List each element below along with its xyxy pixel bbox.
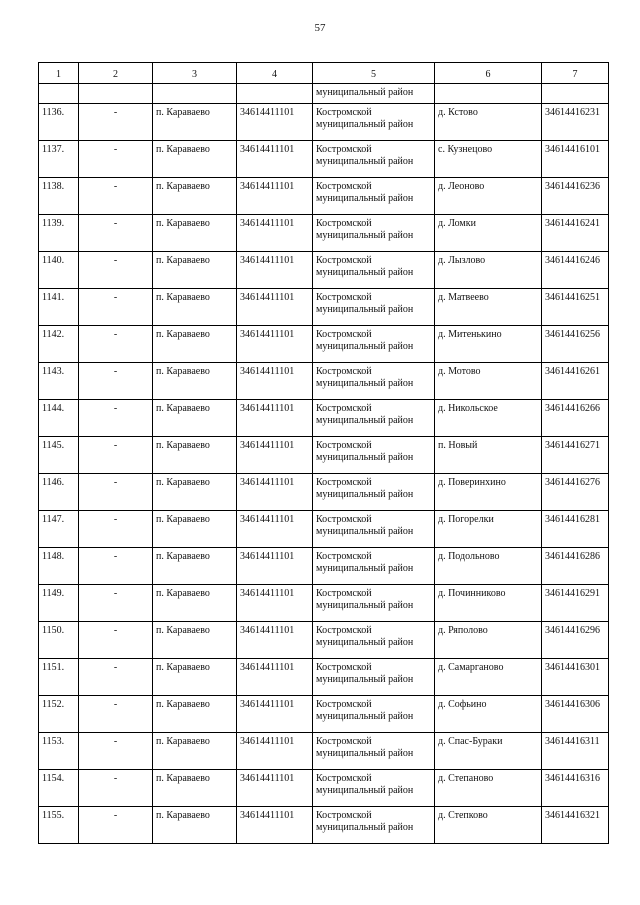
row-region-line: муниципальный район <box>316 415 414 426</box>
row-okato-code: 34614411101 <box>237 178 313 215</box>
row-okato-code: 34614411101 <box>237 252 313 289</box>
row-number: 1138. <box>39 178 79 215</box>
row-region <box>313 659 435 696</box>
row-col2: - <box>79 326 153 363</box>
row-number: 1136. <box>39 104 79 141</box>
row-code: 34614416301 <box>542 659 609 696</box>
row-okato-code: 34614411101 <box>237 474 313 511</box>
row-region <box>313 400 435 437</box>
table-row <box>39 178 609 215</box>
row-okato-code: 34614411101 <box>237 585 313 622</box>
row-number: 1155. <box>39 807 79 844</box>
cont-cell-2 <box>79 84 153 104</box>
row-number: 1140. <box>39 252 79 289</box>
table-row <box>39 141 609 178</box>
row-col2: - <box>79 696 153 733</box>
row-region-line: Костромской <box>316 699 372 710</box>
row-region-line: муниципальный район <box>316 193 414 204</box>
row-region-line: Костромской <box>316 514 372 525</box>
row-region-line: муниципальный район <box>316 748 414 759</box>
row-okato-code: 34614411101 <box>237 141 313 178</box>
row-code: 34614416261 <box>542 363 609 400</box>
row-col2: - <box>79 141 153 178</box>
row-region-line: Костромской <box>316 218 372 229</box>
column-header-1: 1 <box>39 63 79 84</box>
row-okato-code: 34614411101 <box>237 511 313 548</box>
row-code: 34614416236 <box>542 178 609 215</box>
row-number: 1153. <box>39 733 79 770</box>
column-header-6: 6 <box>435 63 542 84</box>
row-region-line: муниципальный район <box>316 600 414 611</box>
row-region <box>313 511 435 548</box>
cont-cell-4 <box>237 84 313 104</box>
row-col2: - <box>79 289 153 326</box>
column-header-5: 5 <box>313 63 435 84</box>
row-region-line: Костромской <box>316 440 372 451</box>
row-okato-code: 34614411101 <box>237 770 313 807</box>
row-region-line: Костромской <box>316 773 372 784</box>
row-region-line: муниципальный район <box>316 489 414 500</box>
row-settlement: п. Караваево <box>153 474 237 511</box>
table-row <box>39 400 609 437</box>
row-settlement: п. Караваево <box>153 548 237 585</box>
row-code: 34614416316 <box>542 770 609 807</box>
row-okato-code: 34614411101 <box>237 548 313 585</box>
row-code: 34614416251 <box>542 289 609 326</box>
row-number: 1143. <box>39 363 79 400</box>
row-region-line: муниципальный район <box>316 452 414 463</box>
row-code: 34614416306 <box>542 696 609 733</box>
row-okato-code: 34614411101 <box>237 659 313 696</box>
row-okato-code: 34614411101 <box>237 215 313 252</box>
row-okato-code: 34614411101 <box>237 733 313 770</box>
row-col2: - <box>79 252 153 289</box>
row-okato-code: 34614411101 <box>237 104 313 141</box>
row-region-line: Костромской <box>316 588 372 599</box>
row-okato-code: 34614411101 <box>237 437 313 474</box>
row-number: 1151. <box>39 659 79 696</box>
row-place: д. Леоново <box>435 178 542 215</box>
row-region <box>313 252 435 289</box>
row-col2: - <box>79 215 153 252</box>
row-region-line: муниципальный район <box>316 563 414 574</box>
row-number: 1145. <box>39 437 79 474</box>
cont-cell-1 <box>39 84 79 104</box>
row-region-line: муниципальный район <box>316 378 414 389</box>
row-region-line: Костромской <box>316 810 372 821</box>
row-code: 34614416101 <box>542 141 609 178</box>
table-row <box>39 770 609 807</box>
row-region <box>313 807 435 844</box>
row-region <box>313 548 435 585</box>
row-col2: - <box>79 437 153 474</box>
row-region-line: муниципальный район <box>316 526 414 537</box>
row-region-line: муниципальный район <box>316 267 414 278</box>
continuation-row <box>39 84 609 104</box>
row-region <box>313 733 435 770</box>
row-settlement: п. Караваево <box>153 511 237 548</box>
row-settlement: п. Караваево <box>153 178 237 215</box>
row-region-line: Костромской <box>316 255 372 266</box>
row-col2: - <box>79 770 153 807</box>
row-code: 34614416266 <box>542 400 609 437</box>
row-settlement: п. Караваево <box>153 733 237 770</box>
table-row <box>39 622 609 659</box>
row-number: 1149. <box>39 585 79 622</box>
row-place: д. Степково <box>435 807 542 844</box>
row-settlement: п. Караваево <box>153 363 237 400</box>
row-region <box>313 215 435 252</box>
cont-cell-7 <box>542 84 609 104</box>
row-settlement: п. Караваево <box>153 289 237 326</box>
row-code: 34614416311 <box>542 733 609 770</box>
row-place: д. Починниково <box>435 585 542 622</box>
row-okato-code: 34614411101 <box>237 400 313 437</box>
row-region <box>313 363 435 400</box>
row-region-line: Костромской <box>316 292 372 303</box>
row-number: 1144. <box>39 400 79 437</box>
row-col2: - <box>79 511 153 548</box>
row-region-line: муниципальный район <box>316 822 414 833</box>
table-row <box>39 511 609 548</box>
row-place: д. Никольское <box>435 400 542 437</box>
row-col2: - <box>79 400 153 437</box>
row-place: д. Ряполово <box>435 622 542 659</box>
row-region-line: Костромской <box>316 551 372 562</box>
table-row <box>39 659 609 696</box>
row-settlement: п. Караваево <box>153 807 237 844</box>
row-col2: - <box>79 104 153 141</box>
row-region-line: Костромской <box>316 736 372 747</box>
table-row <box>39 289 609 326</box>
row-code: 34614416276 <box>542 474 609 511</box>
row-col2: - <box>79 659 153 696</box>
cont-cell-6 <box>435 84 542 104</box>
row-place: д. Степаново <box>435 770 542 807</box>
row-settlement: п. Караваево <box>153 141 237 178</box>
table-row <box>39 548 609 585</box>
row-region <box>313 141 435 178</box>
row-place: д. Спас-Бураки <box>435 733 542 770</box>
row-okato-code: 34614411101 <box>237 289 313 326</box>
column-header-2: 2 <box>79 63 153 84</box>
row-region <box>313 178 435 215</box>
row-region-line: муниципальный район <box>316 304 414 315</box>
registry-table <box>38 62 609 844</box>
row-number: 1152. <box>39 696 79 733</box>
table-row <box>39 326 609 363</box>
column-header-7: 7 <box>542 63 609 84</box>
row-place: д. Лызлово <box>435 252 542 289</box>
row-code: 34614416321 <box>542 807 609 844</box>
row-settlement: п. Караваево <box>153 585 237 622</box>
row-place: д. Поверинхино <box>435 474 542 511</box>
row-place: д. Митенькино <box>435 326 542 363</box>
row-col2: - <box>79 585 153 622</box>
row-region-line: Костромской <box>316 366 372 377</box>
row-region-line: Костромской <box>316 144 372 155</box>
column-header-3: 3 <box>153 63 237 84</box>
row-code: 34614416246 <box>542 252 609 289</box>
cont-cell-3 <box>153 84 237 104</box>
row-place: с. Кузнецово <box>435 141 542 178</box>
row-place: д. Матвеево <box>435 289 542 326</box>
row-settlement: п. Караваево <box>153 770 237 807</box>
row-place: д. Погорелки <box>435 511 542 548</box>
table-row <box>39 733 609 770</box>
table-row <box>39 104 609 141</box>
cont-cell-region: муниципальный район <box>313 84 435 104</box>
row-col2: - <box>79 733 153 770</box>
row-number: 1148. <box>39 548 79 585</box>
row-region-line: муниципальный район <box>316 785 414 796</box>
page-number: 57 <box>314 22 326 34</box>
row-region-line: Костромской <box>316 107 372 118</box>
row-settlement: п. Караваево <box>153 104 237 141</box>
row-code: 34614416286 <box>542 548 609 585</box>
row-code: 34614416281 <box>542 511 609 548</box>
row-region-line: Костромской <box>316 403 372 414</box>
table-row <box>39 437 609 474</box>
row-place: д. Самарганово <box>435 659 542 696</box>
row-place: д. Ломки <box>435 215 542 252</box>
row-settlement: п. Караваево <box>153 659 237 696</box>
row-col2: - <box>79 363 153 400</box>
row-number: 1137. <box>39 141 79 178</box>
row-region-line: муниципальный район <box>316 156 414 167</box>
row-region-line: Костромской <box>316 662 372 673</box>
header-row <box>39 63 609 84</box>
row-region-line: Костромской <box>316 625 372 636</box>
row-region-line: муниципальный район <box>316 674 414 685</box>
row-region-line: муниципальный район <box>316 119 414 130</box>
row-settlement: п. Караваево <box>153 400 237 437</box>
row-okato-code: 34614411101 <box>237 363 313 400</box>
table-row <box>39 215 609 252</box>
row-col2: - <box>79 807 153 844</box>
table-row <box>39 474 609 511</box>
row-number: 1147. <box>39 511 79 548</box>
table-row <box>39 252 609 289</box>
row-settlement: п. Караваево <box>153 326 237 363</box>
row-region <box>313 696 435 733</box>
row-col2: - <box>79 622 153 659</box>
row-region-line: муниципальный район <box>316 230 414 241</box>
row-settlement: п. Караваево <box>153 696 237 733</box>
table-row <box>39 363 609 400</box>
row-place: д. Мотово <box>435 363 542 400</box>
row-number: 1150. <box>39 622 79 659</box>
row-settlement: п. Караваево <box>153 622 237 659</box>
row-region-line: Костромской <box>316 329 372 340</box>
row-region-line: муниципальный район <box>316 341 414 352</box>
row-region-line: муниципальный район <box>316 637 414 648</box>
table-row <box>39 807 609 844</box>
row-region <box>313 104 435 141</box>
row-region <box>313 326 435 363</box>
row-place: п. Новый <box>435 437 542 474</box>
column-header-4: 4 <box>237 63 313 84</box>
row-okato-code: 34614411101 <box>237 696 313 733</box>
row-number: 1141. <box>39 289 79 326</box>
row-region-line: Костромской <box>316 477 372 488</box>
row-number: 1154. <box>39 770 79 807</box>
row-okato-code: 34614411101 <box>237 622 313 659</box>
row-number: 1142. <box>39 326 79 363</box>
row-settlement: п. Караваево <box>153 252 237 289</box>
table-row <box>39 696 609 733</box>
row-code: 34614416241 <box>542 215 609 252</box>
row-region-line: Костромской <box>316 181 372 192</box>
row-okato-code: 34614411101 <box>237 326 313 363</box>
table-row <box>39 585 609 622</box>
row-place: д. Софьино <box>435 696 542 733</box>
row-number: 1146. <box>39 474 79 511</box>
row-region <box>313 585 435 622</box>
row-col2: - <box>79 474 153 511</box>
row-place: д. Подольново <box>435 548 542 585</box>
row-region <box>313 770 435 807</box>
row-region <box>313 289 435 326</box>
row-settlement: п. Караваево <box>153 437 237 474</box>
row-region <box>313 622 435 659</box>
row-code: 34614416231 <box>542 104 609 141</box>
row-number: 1139. <box>39 215 79 252</box>
row-code: 34614416271 <box>542 437 609 474</box>
row-region-line: муниципальный район <box>316 711 414 722</box>
row-col2: - <box>79 548 153 585</box>
row-place: д. Кстово <box>435 104 542 141</box>
row-code: 34614416256 <box>542 326 609 363</box>
row-code: 34614416296 <box>542 622 609 659</box>
row-settlement: п. Караваево <box>153 215 237 252</box>
row-code: 34614416291 <box>542 585 609 622</box>
row-region <box>313 474 435 511</box>
row-col2: - <box>79 178 153 215</box>
row-okato-code: 34614411101 <box>237 807 313 844</box>
row-region <box>313 437 435 474</box>
